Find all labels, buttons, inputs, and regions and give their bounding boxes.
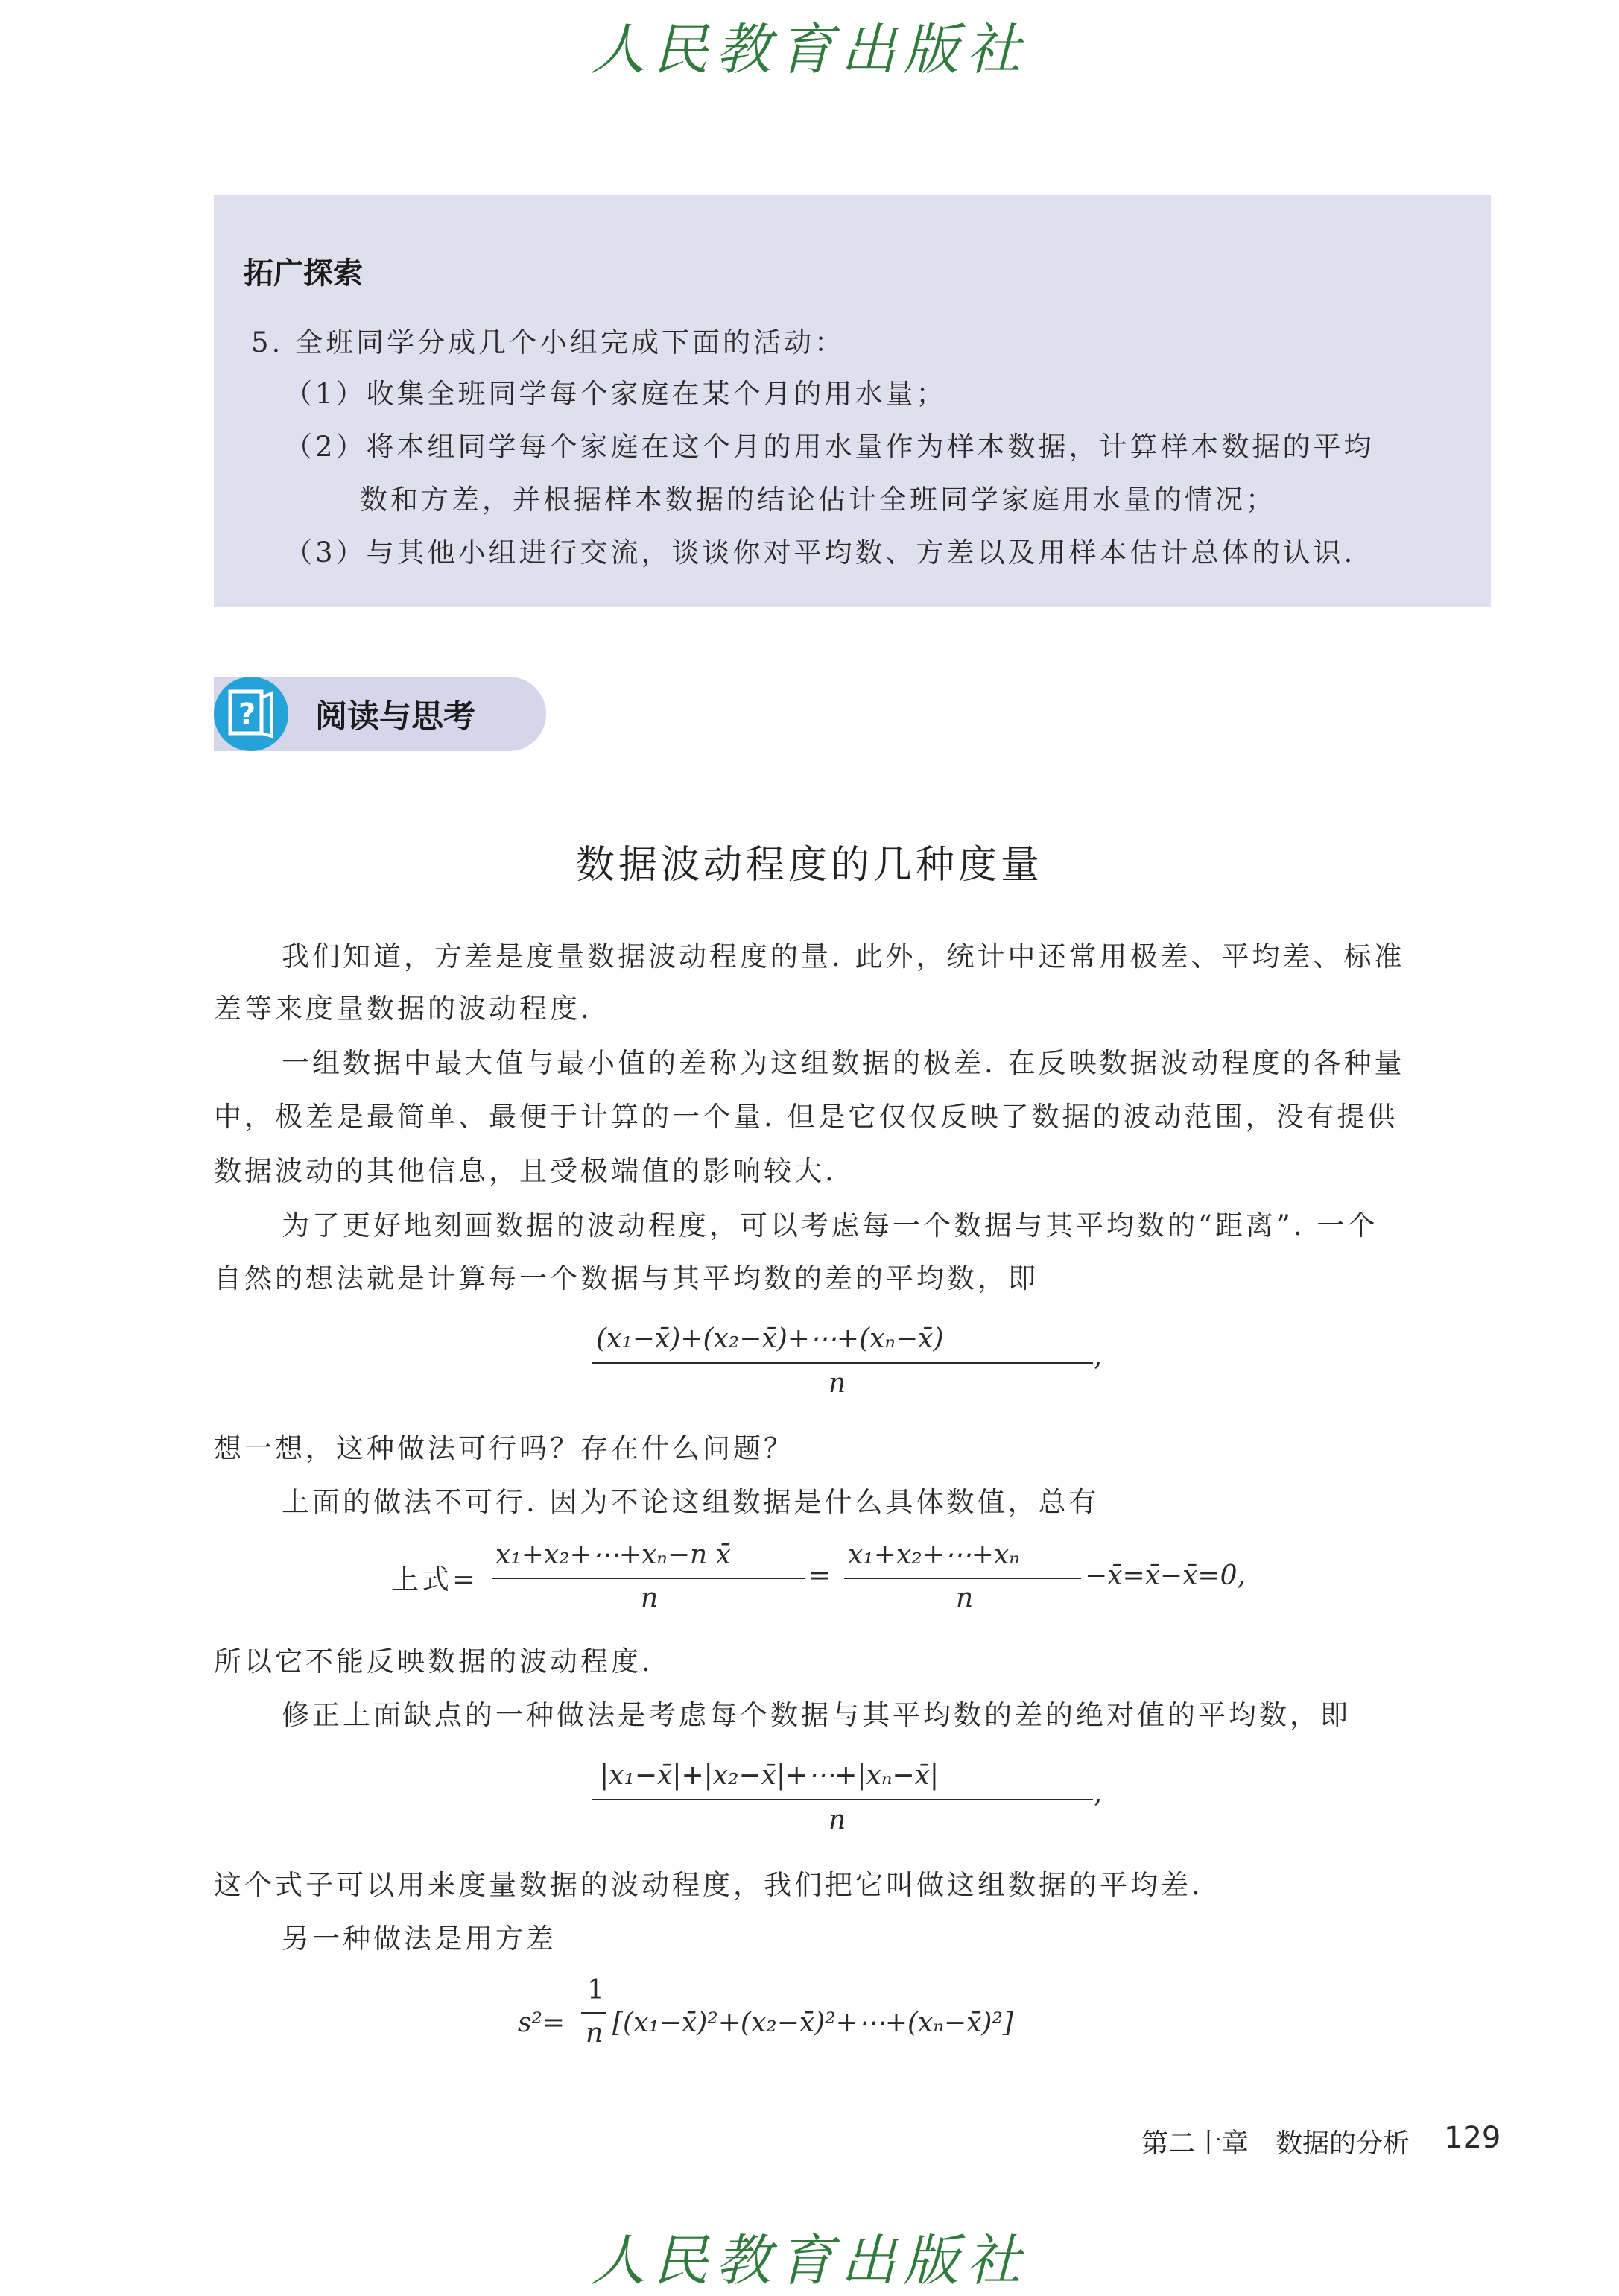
formula-2-fraction-bar-1 — [492, 1578, 805, 1579]
formula-2-numerator-2: x₁+x₂+⋯+xₙ — [848, 1540, 1020, 1570]
explore-item-2: （2）将本组同学每个家庭在这个月的用水量作为样本数据，计算样本数据的平均 — [285, 431, 1375, 463]
formula-2-numerator-1: x₁+x₂+⋯+xₙ−n x̄ — [495, 1540, 731, 1570]
footer-chapter: 第二十章 数据的分析 — [1141, 2128, 1410, 2159]
formula-2-denominator-2: n — [956, 1583, 974, 1613]
formula-4-body: [(x₁−x̄)²+(x₂−x̄)²+⋯+(xₙ−x̄)²] — [612, 2008, 1013, 2038]
paragraph-2-line-1: 一组数据中最大值与最小值的差称为这组数据的极差. 在反映数据波动程度的各种量 — [282, 1047, 1405, 1079]
formula-4-fraction-bar — [581, 2012, 606, 2014]
explore-item-3: （3）与其他小组进行交流，谈谈你对平均数、方差以及用样本估计总体的认识. — [285, 537, 1356, 569]
paragraph-1-line-2: 差等来度量数据的波动程度. — [214, 993, 592, 1025]
publisher-logo-bottom: 人民教育出版社 — [590, 2229, 1029, 2293]
formula-3-numerator: |x₁−x̄|+|x₂−x̄|+⋯+|xₙ−x̄| — [600, 1760, 940, 1791]
formula-3-denominator: n — [828, 1805, 846, 1835]
formula-2-equals: = — [808, 1560, 831, 1591]
formula-1-fraction-bar — [592, 1362, 1093, 1364]
formula-3-comma: , — [1094, 1778, 1103, 1809]
paragraph-6: 所以它不能反映数据的波动程度. — [214, 1645, 653, 1677]
formula-2-fraction-bar-2 — [844, 1578, 1081, 1579]
paragraph-5: 上面的做法不可行. 因为不论这组数据是什么具体数值，总有 — [282, 1486, 1100, 1518]
formula-3-fraction-bar — [592, 1799, 1093, 1800]
formula-2-prefix: 上式= — [391, 1563, 479, 1596]
paragraph-1-line-1: 我们知道，方差是度量数据波动程度的量. 此外，统计中还常用极差、平均差、标准 — [282, 940, 1405, 973]
formula-2-tail: −x̄=x̄−x̄=0, — [1085, 1560, 1246, 1591]
article-title: 数据波动程度的几种度量 — [575, 843, 1043, 888]
question-book-icon — [214, 677, 288, 751]
paragraph-4: 想一想，这种做法可行吗？存在什么问题？ — [214, 1432, 794, 1464]
svg-text:?: ? — [238, 698, 256, 732]
paragraph-2-line-2: 中，极差是最简单、最便于计算的一个量. 但是它仅仅反映了数据的波动范围，没有提供 — [214, 1101, 1398, 1133]
explore-q5: 5. 全班同学分成几个小组完成下面的活动： — [251, 326, 846, 358]
page-number: 129 — [1444, 2121, 1501, 2155]
paragraph-3-line-2: 自然的想法就是计算每一个数据与其平均数的差的平均数，即 — [214, 1262, 1039, 1294]
paragraph-8: 这个式子可以用来度量数据的波动程度，我们把它叫做这组数据的平均差. — [214, 1869, 1203, 1901]
paragraph-9: 另一种做法是用方差 — [282, 1923, 557, 1955]
paragraph-3-line-1: 为了更好地刻画数据的波动程度，可以考虑每一个数据与其平均数的“距离”. 一个 — [282, 1209, 1378, 1242]
explore-item-1: （1）收集全班同学每个家庭在某个月的用水量； — [285, 378, 947, 410]
reading-tab-label: 阅读与思考 — [315, 698, 475, 736]
paragraph-7: 修正上面缺点的一种做法是考虑每个数据与其平均数的差的绝对值的平均数，即 — [282, 1699, 1351, 1731]
formula-1-denominator: n — [828, 1368, 846, 1399]
publisher-logo-top: 人民教育出版社 — [590, 18, 1029, 82]
formula-1-comma: , — [1094, 1341, 1103, 1372]
formula-4-numerator: 1 — [587, 1975, 604, 2005]
formula-1-numerator: (x₁−x̄)+(x₂−x̄)+⋯+(xₙ−x̄) — [596, 1323, 944, 1354]
formula-2-denominator-1: n — [641, 1583, 659, 1613]
formula-4-denominator: n — [586, 2018, 603, 2049]
explore-item-2-cont: 数和方差，并根据样本数据的结论估计全班同学家庭用水量的情况； — [360, 484, 1276, 516]
explore-title: 拓广探索 — [244, 256, 363, 291]
formula-4-prefix: s²= — [518, 2008, 565, 2038]
paragraph-2-line-3: 数据波动的其他信息，且受极端值的影响较大. — [214, 1155, 837, 1187]
